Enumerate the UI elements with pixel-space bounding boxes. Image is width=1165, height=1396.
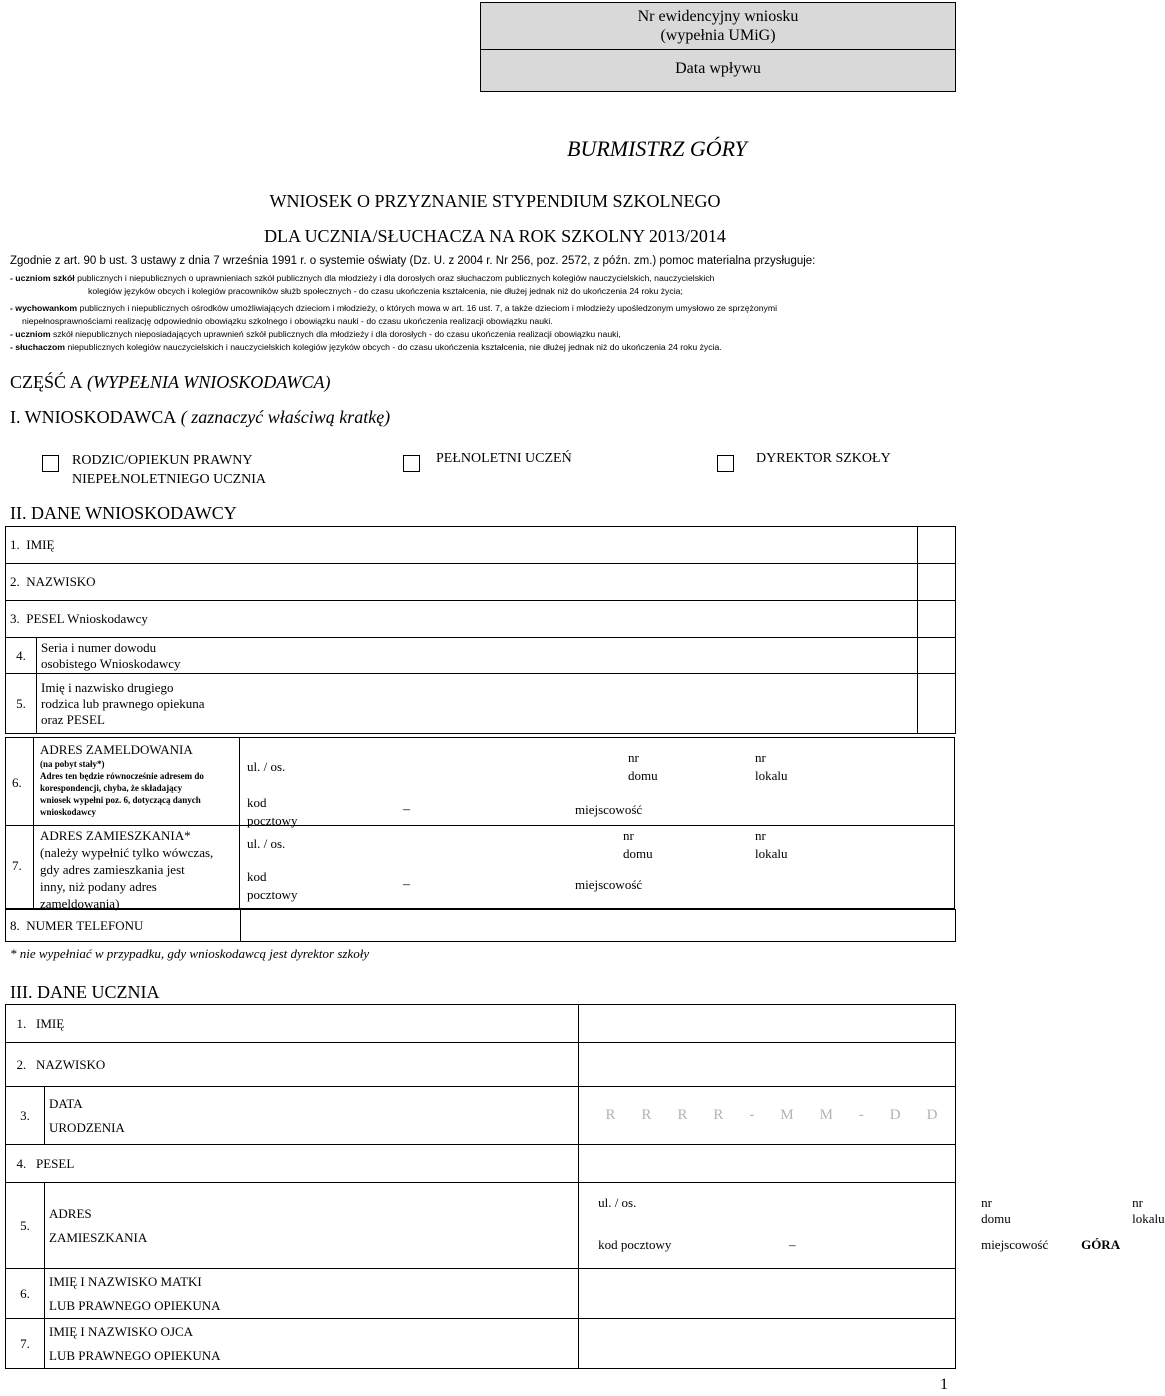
residence-flat-line1: nr [755,828,766,843]
student-address-field[interactable] [579,1183,1165,1269]
registered-flat-label [755,749,788,785]
student-pesel-field[interactable] [579,1145,956,1183]
registered-address-note-1: (na pobyt stały*) [40,759,105,769]
applicant-row-pesel [6,601,956,638]
legal-intro: Zgodnie z art. 90 b ust. 3 ustawy z dnia 7 września 1991 r. o systemie oświaty (Dz. U. z 2004 r. Nr 256, poz. 2572, z późn. zm.) pomoc materialna przysługuje: [10,255,816,267]
registered-address-title: ADRES ZAMELDOWANIA [40,742,193,757]
applicant-row-second-parent [6,674,956,734]
student-last-name-label [6,1043,579,1087]
section1-title: I. WNIOSKODAWCA [10,407,177,427]
option-parent-label [72,451,266,489]
student-mother-field[interactable] [579,1269,956,1319]
applicant-second-parent-label [37,674,918,734]
legal-text [10,272,955,354]
phone-text: NUMER TELEFONU [26,917,144,933]
registered-postcode-dash: – [403,802,410,817]
student-birthdate-num: 3. [6,1087,45,1145]
phone-num: 8. [10,917,20,933]
applicant-id-line2: osobistego Wnioskodawcy [41,655,181,671]
student-row-last-name [6,1043,956,1087]
residence-postcode-label [247,868,298,904]
phone-field[interactable] [241,910,956,942]
form-title-line2: DLA UCZNIA/SŁUCHACZA NA ROK SZKOLNY 2013/2014 [264,226,726,246]
registered-address-note-3: korespondencji, chyba, że składający [40,783,183,793]
phone-table [5,909,956,942]
student-first-name-field[interactable] [579,1005,956,1043]
student-row-father [6,1319,956,1369]
birthdate-slot-year-1: R [605,1107,617,1123]
registration-box [480,2,956,92]
student-house-label: nr domu [981,1195,1011,1226]
student-last-name-field[interactable] [579,1043,956,1087]
applicant-last-name-num: 2. [10,574,20,589]
option-adult-student-label: PEŁNOLETNI UCZEŃ [436,451,572,466]
legal-item-1-cont: kolegiów języków obcych i kolegiów pracowników służb społecznych - do czasu ukończenia kształcenia, nie dłużej jednak niż do ukończenia 24 roku życia; [88,286,683,296]
registered-address-label [40,742,240,818]
birthdate-slot-month-1: M [780,1107,795,1123]
student-row-mother [6,1269,956,1319]
student-mother-label [45,1269,579,1319]
residence-house-line1: nr [623,828,634,843]
birthdate-separator-2: - [858,1107,865,1123]
checkbox-parent[interactable] [42,455,59,472]
student-mother-line1: IMIĘ I NAZWISKO MATKI [49,1273,202,1289]
applicant-pesel-text: PESEL Wnioskodawcy [26,611,148,626]
student-father-line2: LUB PRAWNEGO OPIEKUNA [49,1347,221,1363]
phone-row [6,910,956,942]
phone-label [6,910,241,942]
registered-street-label: ul. / os. [247,759,286,774]
applicant-id-line1: Seria i numer dowodu [41,639,157,655]
student-postcode-dash: – [789,1237,796,1252]
legal-item-4 [10,341,955,354]
registered-address-note-4: wniosek wypełni poz. 6, dotyczącą danych [40,795,201,805]
applicant-second-parent-field[interactable] [917,674,955,734]
residence-house-label [623,827,653,863]
part-a-subtitle: (WYPEŁNIA WNIOSKODAWCA) [82,372,331,392]
student-mother-num: 6. [6,1269,45,1319]
applicant-id-label [37,638,918,674]
applicant-second-parent-num: 5. [6,674,37,734]
registered-postcode-line1: kod [247,795,267,810]
residence-address-line5: zameldowania) [40,896,120,911]
section2-title: II. DANE WNIOSKODAWCY [10,503,237,523]
registered-address-num: 6. [12,775,22,790]
legal-item-1-bold: szkół [50,273,75,283]
applicant-id-num: 4. [6,638,37,674]
student-address-label [45,1183,579,1269]
residence-address-line3: gdy adres zamieszkania jest [40,862,185,877]
student-birthdate-field[interactable] [579,1087,956,1145]
residence-address-line1: ADRES ZAMIESZKANIA* [40,828,191,843]
student-pesel-label [6,1145,579,1183]
registered-postcode-label [247,794,298,830]
legal-item-2-text: publicznych i niepublicznych ośrodków umożliwiających dzieciom i młodzieży, o których mowa w art. 16 ust. 7, a także dzieciom i młodzieży upośledzonym umysłowo ze sprzężonymi [77,303,778,313]
legal-item-1 [10,272,955,285]
legal-item-2-lead: - wychowankom [10,303,78,313]
student-father-num: 7. [6,1319,45,1369]
date-received-label: Data wpływu [675,60,761,77]
birthdate-slots [583,1107,951,1124]
applicant-last-name-field[interactable] [917,564,955,601]
registered-postcode-line2: pocztowy [247,813,298,828]
section1-heading [10,407,390,428]
address-divider-1 [33,737,34,909]
student-mother-line2: LUB PRAWNEGO OPIEKUNA [49,1297,221,1313]
applicant-row-last-name [6,564,956,601]
checkbox-adult-student[interactable] [403,455,420,472]
residence-street-label: ul. / os. [247,836,286,851]
student-last-name-num: 2. [16,1056,27,1072]
student-city-label: miejscowość [981,1237,1049,1252]
legal-item-1-lead: - uczniom [10,273,51,283]
applicant-row-id [6,638,956,674]
student-postcode-label: kod pocztowy [598,1237,672,1252]
residence-address-line4: inny, niż podany adres [40,879,157,894]
option-parent-line1: RODZIC/OPIEKUN PRAWNY [72,453,253,468]
birthdate-slot-year-4: R [713,1107,725,1123]
student-row-address [6,1183,956,1269]
addressee: BURMISTRZ GÓRY [567,136,747,161]
birthdate-slot-day-2: D [926,1107,939,1123]
applicant-pesel-label [6,601,918,638]
applicant-table [5,526,956,734]
part-a-title: CZĘŚĆ A [10,372,83,392]
registered-address-note-5: wnioskodawcy [40,807,97,817]
page-number: 1 [940,1376,948,1393]
birthdate-slot-year-2: R [641,1107,653,1123]
residence-postcode-dash: – [403,877,410,892]
legal-item-1-text: publicznych i niepublicznych o uprawnieniach szkół publicznych dla młodzieży i dla dorosłych oraz słuchaczom publicznych kolegiów nauczycielskich, nauczycielskich [74,273,715,283]
applicant-id-field[interactable] [917,638,955,674]
footnote: * nie wypełniać w przypadku, gdy wnioskodawcą jest dyrektor szkoły [10,946,370,961]
applicant-last-name-text: NAZWISKO [26,574,96,589]
applicant-last-name-label [6,564,918,601]
student-row-birthdate [6,1087,956,1145]
student-birthdate-line2: URODZENIA [49,1119,125,1135]
birthdate-separator-1: - [749,1107,756,1123]
student-first-name-num: 1. [16,1015,27,1031]
registered-house-label [628,749,658,785]
student-address-line2: ZAMIESZKANIA [49,1229,148,1245]
legal-item-4-lead: - słuchaczom [10,342,66,352]
student-birthdate-line1: DATA [49,1095,83,1111]
applicant-pesel-field[interactable] [917,601,955,638]
residence-flat-label [755,827,788,863]
student-table [5,1004,1165,1369]
registered-address-note-2: Adres ten będzie równocześnie adresem do [40,771,204,781]
applicant-second-parent-line3: oraz PESEL [41,711,105,727]
option-principal-label: DYREKTOR SZKOŁY [756,451,891,466]
residence-house-line2: domu [623,846,653,861]
legal-item-3-lead: - uczniom [10,329,51,339]
legal-item-2 [10,302,955,315]
applicant-first-name-text: IMIĘ [26,537,55,552]
applicant-pesel-num: 3. [10,611,20,626]
registered-city-label: miejscowość [575,802,643,817]
student-father-field[interactable] [579,1319,956,1369]
student-pesel-num: 4. [16,1155,27,1171]
part-a-heading [10,372,331,393]
registered-flat-line2: lokalu [755,768,788,783]
student-first-name-text: IMIĘ [36,1015,65,1031]
residence-city-label: miejscowość [575,877,643,892]
legal-item-4-text: niepublicznych kolegiów nauczycielskich i nauczycielskich kolegiów języków obcych - do czasu ukończenia kształcenia, nie dłużej jednak niż do ukończenia 24 roku życia. [65,342,722,352]
legal-item-3 [10,328,955,341]
section1-hint: ( zaznaczyć właściwą kratkę) [176,407,391,427]
registration-divider [481,49,955,50]
residence-address-num: 7. [12,858,22,873]
student-flat-label: nr lokalu [1132,1195,1165,1226]
residence-postcode-line1: kod [247,869,267,884]
form-title-line1: WNIOSEK O PRZYZNANIE STYPENDIUM SZKOLNEGO [269,191,721,211]
birthdate-slot-month-2: M [819,1107,834,1123]
student-last-name-text: NAZWISKO [36,1056,106,1072]
option-parent-line2: NIEPEŁNOLETNIEGO UCZNIA [72,472,267,487]
residence-flat-line2: lokalu [755,846,788,861]
applicant-second-parent-line2: rodzica lub prawnego opiekuna [41,695,205,711]
student-row-first-name [6,1005,956,1043]
registered-house-line1: nr [628,750,639,765]
student-address-num: 5. [6,1183,45,1269]
applicant-row-first-name [6,527,956,564]
student-father-line1: IMIĘ I NAZWISKO OJCA [49,1323,194,1339]
applicant-second-parent-line1: Imię i nazwisko drugiego [41,679,174,695]
student-address-line1: ADRES [49,1205,92,1221]
applicant-first-name-label [6,527,918,564]
student-pesel-text: PESEL [36,1155,75,1171]
student-city-value: GÓRA [1081,1237,1121,1252]
residence-postcode-line2: pocztowy [247,887,298,902]
residence-address-line2: (należy wypełnić tylko wówczas, [40,845,214,860]
student-birthdate-label [45,1087,579,1145]
address-divider-3 [5,825,955,826]
legal-item-2-cont: niepełnosprawnościami realizację odpowiednio obowiązku szkolnego i obowiązku nauki - do czasu ukończenia realizacji obowiązku nauki. [22,316,553,326]
registered-house-line2: domu [628,768,658,783]
birthdate-slot-day-1: D [889,1107,902,1123]
applicant-first-name-num: 1. [10,537,20,552]
registration-number-label: Nr ewidencyjny wniosku [637,8,799,25]
legal-item-3-text: szkół niepublicznych nieposiadających uprawnień szkół publicznych dla młodzieży i dla dorosłych - do czasu ukończenia realizacji obowiązku nauki, [50,329,621,339]
student-first-name-label [6,1005,579,1043]
residence-address-label [40,827,240,912]
student-street-label: ul. / os. [598,1195,637,1210]
applicant-first-name-field[interactable] [917,527,955,564]
registration-number-note: (wypełnia UMiG) [660,27,776,44]
student-father-label [45,1319,579,1369]
checkbox-principal[interactable] [717,455,734,472]
section3-title: III. DANE UCZNIA [10,982,160,1002]
birthdate-slot-year-3: R [677,1107,689,1123]
student-row-pesel [6,1145,956,1183]
registered-flat-line1: nr [755,750,766,765]
